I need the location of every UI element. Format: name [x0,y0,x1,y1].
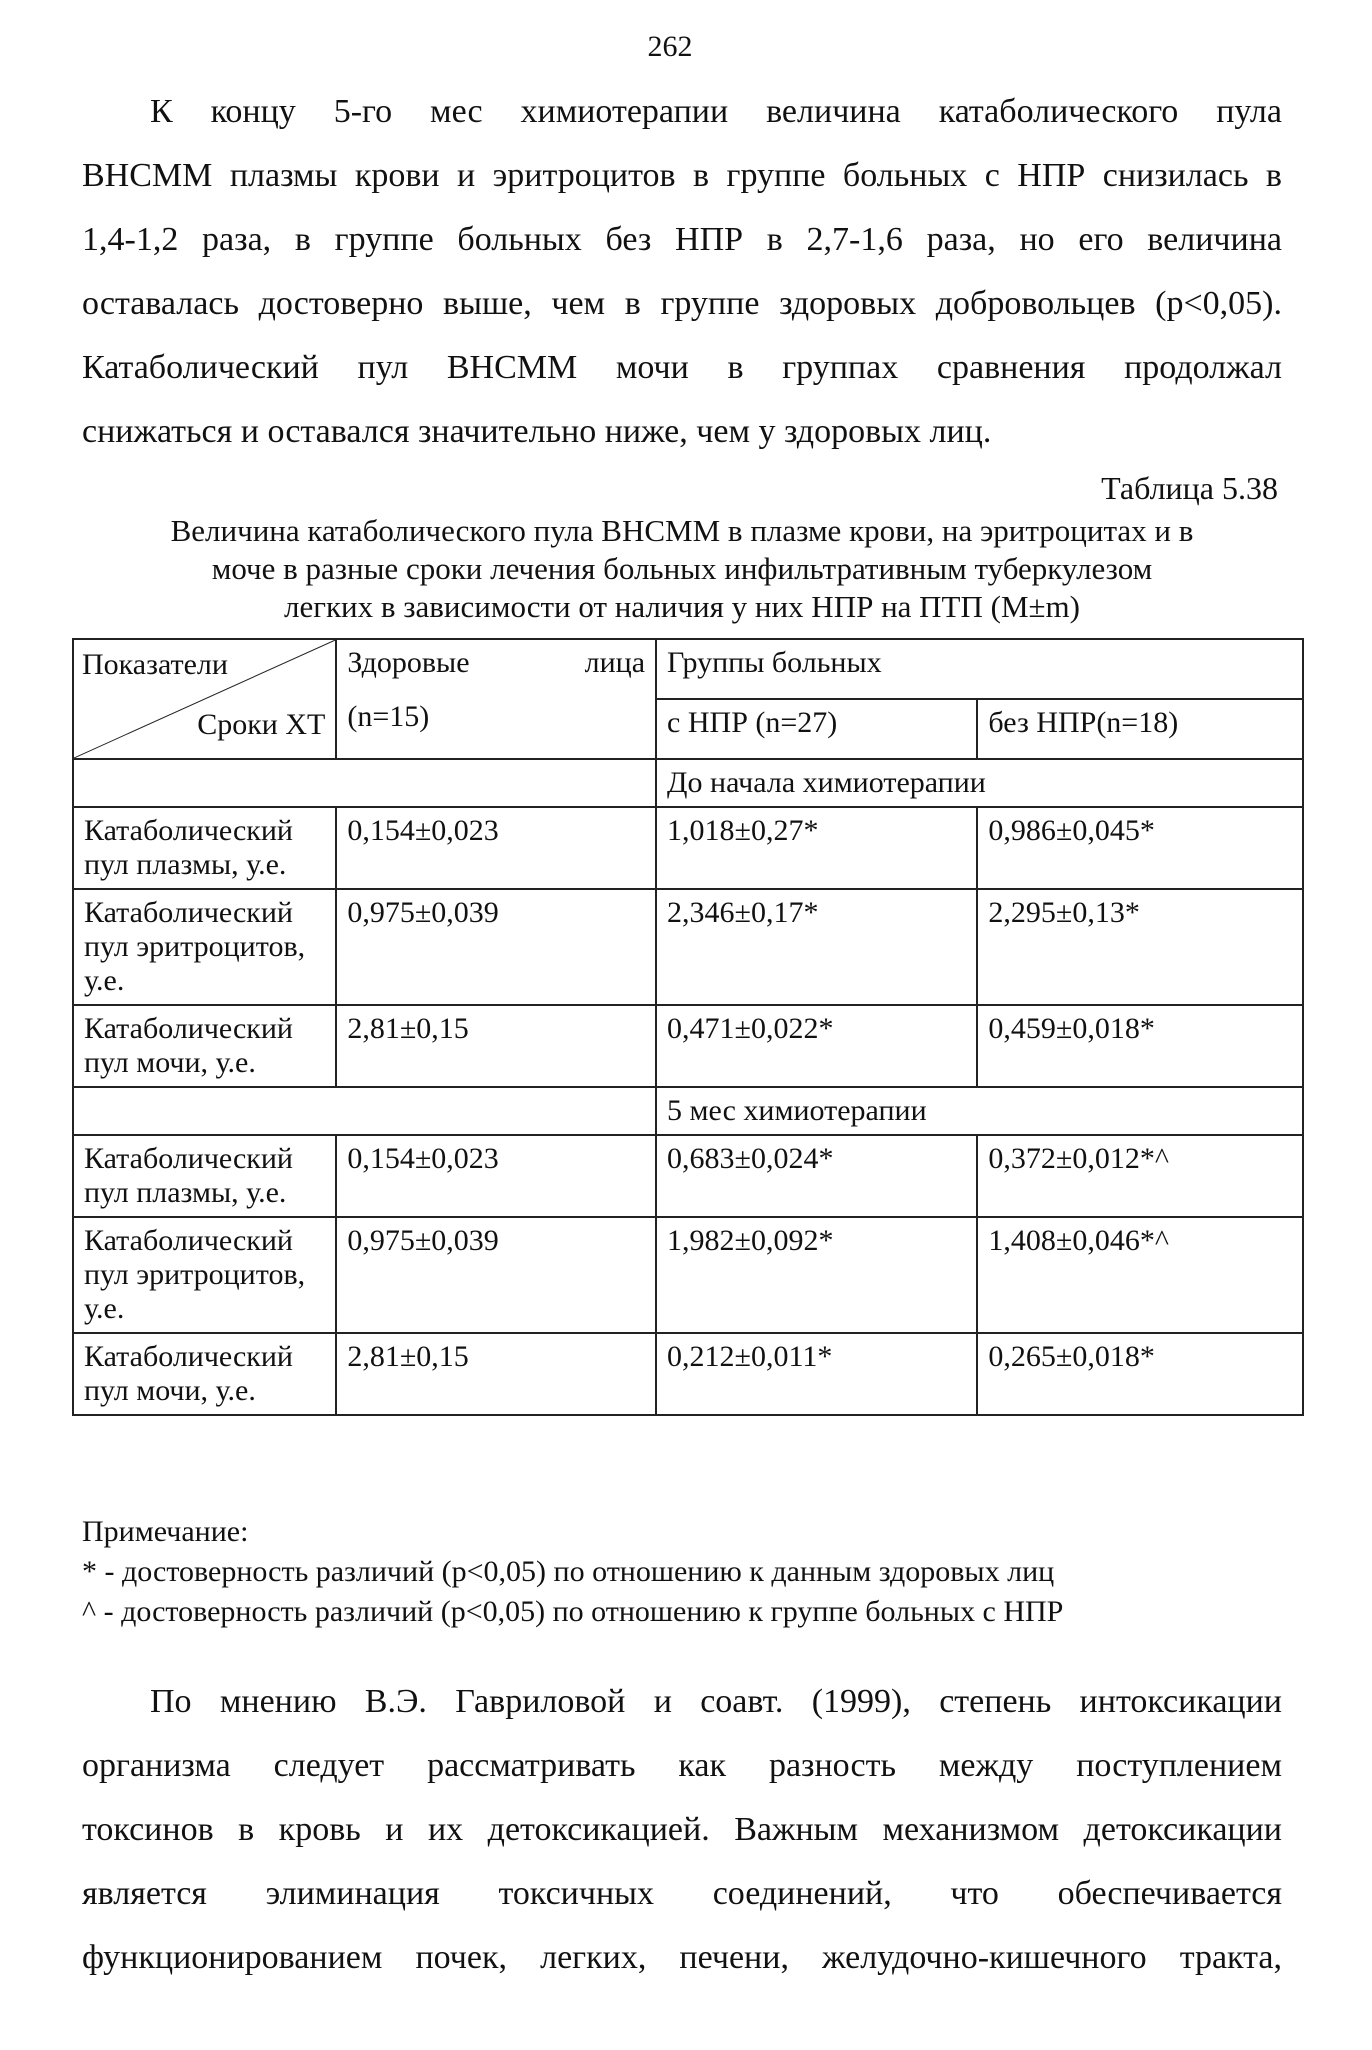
header-healthy-word1: Здоровые [347,646,470,679]
cell-without-npr: 0,265±0,018* [977,1333,1303,1415]
cell-healthy: 0,975±0,039 [336,1217,656,1333]
cell-with-npr: 0,212±0,011* [656,1333,977,1415]
table-header-row [73,639,1303,699]
paragraph-2 [82,1670,1282,1990]
row-label: Катаболический пул мочи, у.е. [73,1005,336,1087]
paragraph-line: ВНСММ плазмы крови и эритроцитов в группе больных с НПР снизилась в [82,157,1282,194]
paragraph-line: снижаться и оставался значительно ниже, чем у здоровых лиц. [82,413,992,450]
data-table [72,638,1304,1416]
paragraph-1 [82,80,1282,464]
section-row [73,759,1303,807]
paragraph-line: токсинов в кровь и их детоксикацией. Важным механизмом детоксикации [82,1811,1282,1848]
row-label: Катаболический пул мочи, у.е. [73,1333,336,1415]
cell-healthy: 0,154±0,023 [336,807,656,889]
paragraph-line: По мнению В.Э. Гавриловой и соавт. (1999), степень интоксикации [150,1683,1282,1720]
cell-without-npr: 0,986±0,045* [977,807,1303,889]
cell-with-npr: 1,982±0,092* [656,1217,977,1333]
table-title-line: легких в зависимости от наличия у них НПР на ПТП (M±m) [284,589,1080,624]
note-star: * - достоверность различий (p<0,05) по отношению к данным здоровых лиц [82,1555,1055,1588]
table-row [73,1005,1303,1087]
table-row [73,807,1303,889]
note-caret: ^ - достоверность различий (p<0,05) по отношению к группе больных с НПР [82,1595,1064,1628]
table-notes [82,1512,1312,1632]
diagonal-header-cell [73,639,336,759]
row-label: Катаболический пул плазмы, у.е. [73,807,336,889]
cell-healthy: 2,81±0,15 [336,1005,656,1087]
paragraph-line: 1,4-1,2 раза, в группе больных без НПР в 2,7-1,6 раза, но его величина [82,221,1282,258]
row-label: Катаболический пул плазмы, у.е. [73,1135,336,1217]
table-row [73,1333,1303,1415]
section-empty-cell [73,759,656,807]
header-terms: Сроки ХТ [197,708,326,741]
cell-without-npr: 0,372±0,012*^ [977,1135,1303,1217]
cell-healthy: 0,154±0,023 [336,1135,656,1217]
section-empty-cell [73,1087,656,1135]
table-row [73,889,1303,1005]
cell-with-npr: 2,346±0,17* [656,889,977,1005]
section-title: 5 мес химиотерапии [656,1087,1303,1135]
cell-with-npr: 0,683±0,024* [656,1135,977,1217]
row-label: Катаболический пул эритроцитов, у.е. [73,1217,336,1333]
row-label: Катаболический пул эритроцитов, у.е. [73,889,336,1005]
paragraph-line: является элиминация токсичных соединений, что обеспечивается [82,1875,1282,1912]
paragraph-line: оставалась достоверно выше, чем в группе здоровых добровольцев (p<0,05). [82,285,1282,322]
header-healthy [336,639,656,759]
table-title-line: Величина катаболического пула ВНСММ в плазме крови, на эритроцитах и в [170,513,1194,548]
header-healthy-n: (n=15) [347,700,430,733]
table-row [73,1135,1303,1217]
header-with-npr: с НПР (n=27) [656,699,977,759]
table-row [73,1217,1303,1333]
paragraph-line: функционированием почек, легких, печени, желудочно-кишечного тракта, [82,1939,1282,1976]
paragraph-line: К концу 5-го мес химиотерапии величина катаболического пула [150,93,1282,130]
header-groups: Группы больных [656,639,1303,699]
table-label: Таблица 5.38 [1101,470,1278,506]
notes-title: Примечание: [82,1515,249,1548]
paragraph-line: Катаболический пул ВНСММ мочи в группах сравнения продолжал [82,349,1282,386]
cell-healthy: 2,81±0,15 [336,1333,656,1415]
section-title: До начала химиотерапии [656,759,1303,807]
header-healthy-word2: лица [584,646,646,679]
page-number: 262 [647,30,693,63]
header-indicators: Показатели [82,648,228,681]
cell-with-npr: 1,018±0,27* [656,807,977,889]
cell-healthy: 0,975±0,039 [336,889,656,1005]
header-without-npr: без НПР(n=18) [977,699,1303,759]
cell-without-npr: 1,408±0,046*^ [977,1217,1303,1333]
cell-without-npr: 2,295±0,13* [977,889,1303,1005]
table-title [82,512,1282,626]
section-row [73,1087,1303,1135]
cell-with-npr: 0,471±0,022* [656,1005,977,1087]
paragraph-line: организма следует рассматривать как разность между поступлением [82,1747,1282,1784]
table-title-line: моче в разные сроки лечения больных инфильтративным туберкулезом [211,551,1153,586]
cell-without-npr: 0,459±0,018* [977,1005,1303,1087]
